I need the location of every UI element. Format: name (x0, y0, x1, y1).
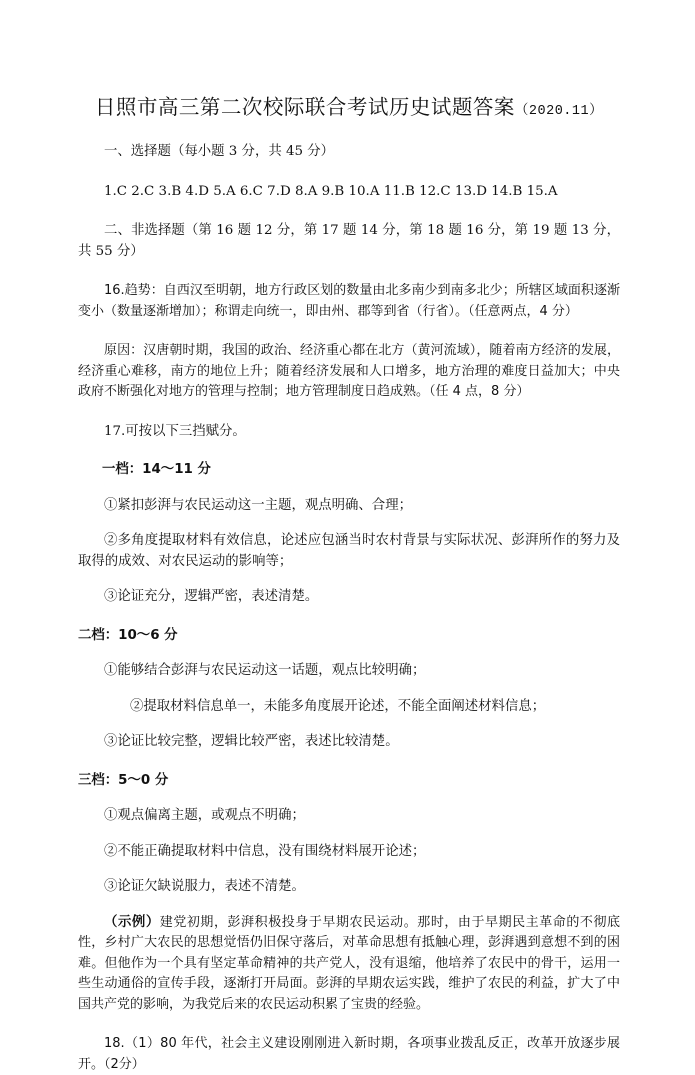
q16-reason: 原因：汉唐朝时期，我国的政治、经济重心都在北方（黄河流域），随着南方经济的发展，经济重心难移，南方的地位上升；随着经济发展和人口增多，地方治理的难度日益加大；中央政府不断强化对地方的管理与控制；地方管理制度日趋成熟。（任 4 点，8 分） (78, 343, 620, 399)
answer-sheet-page (0, 90, 695, 1073)
q17-tier3-item-2: ②不能正确提取材料中信息，没有围绕材料展开论述； (104, 843, 426, 859)
title-date: （2020.11） (514, 104, 604, 119)
q17-example-label: （示例） (104, 914, 160, 930)
q17-example-text: 建党初期，彭湃积极投身于早期农民运动。那时，由于早期民主革命的不彻底性，乡村广大农民的思想觉悟仍旧保守落后，对革命思想有抵触心理，彭湃遇到意想不到的困难。但他作为一个具有坚定革命精神的共产党人，没有退缩，他培养了农民中的骨干，运用一些生动通俗的宣传手段，逐渐打开局面。彭湃的早期农运实践，维护了农民的利益，扩大了中国共产党的影响，为我党后来的农民运动积累了宝贵的经验。 (78, 914, 620, 1012)
section-1-heading: 一、选择题（每小题 3 分，共 45 分） (104, 144, 335, 159)
q17-tier2-label: 二档：10～6 分 (78, 627, 178, 643)
q17-tier1-item-3: ③论证充分，逻辑严密，表述清楚。 (104, 589, 319, 604)
section-1-answers: 1.C 2.C 3.B 4.D 5.A 6.C 7.D 8.A 9.B 10.A 11.B 12.C 13.D 14.B 15.A (104, 183, 558, 199)
q17-tier3-item-1: ①观点偏离主题，或观点不明确； (104, 808, 305, 823)
q17-tier2-item-1: ①能够结合彭湃与农民运动这一话题，观点比较明确； (104, 663, 426, 678)
q17-tier3-label: 三档：5～0 分 (78, 772, 169, 788)
q17-tier1-item-1: ①紧扣彭湃与农民运动这一主题，观点明确、合理； (104, 497, 412, 513)
document-title (78, 90, 620, 120)
section-2-heading: 二、非选择题（第 16 题 12 分，第 17 题 14 分，第 18 题 16 分，第 19 题 13 分，共 55 分） (78, 223, 620, 259)
q17-tier1-label: 一档：14～11 分 (102, 462, 211, 477)
q17-tier3-item-3: ③论证欠缺说服力，表述不清楚。 (104, 879, 305, 894)
q16-trend: 16.趋势：自西汉至明朝，地方行政区划的数量由北多南少到南多北少；所辖区域面积逐渐变小（数量逐渐增加）；称谓走向统一，即由州、郡等到省（行省）。（任意两点，4 分） (78, 283, 620, 319)
title-text: 日照市高三第二次校际联合考试历史试题答案 (94, 95, 515, 119)
q17-example (78, 913, 620, 1016)
q17-tier1-item-2: ②多角度提取材料有效信息，论述应包涵当时农村背景与实际状况、彭湃所作的努力及取得的成效、对农民运动的影响等； (78, 533, 620, 569)
q17-tier2-item-2: ②提取材料信息单一，未能多角度展开论述，不能全面阐述材料信息； (130, 698, 546, 714)
q17-intro: 17.可按以下三挡赋分。 (104, 423, 246, 439)
q18-part1: 18.（1）80 年代，社会主义建设刚刚进入新时期，各项事业拨乱反正，改革开放逐步展开。（2分） (78, 1036, 620, 1072)
q17-tier2-item-3: ③论证比较完整，逻辑比较严密，表述比较清楚。 (104, 734, 399, 749)
